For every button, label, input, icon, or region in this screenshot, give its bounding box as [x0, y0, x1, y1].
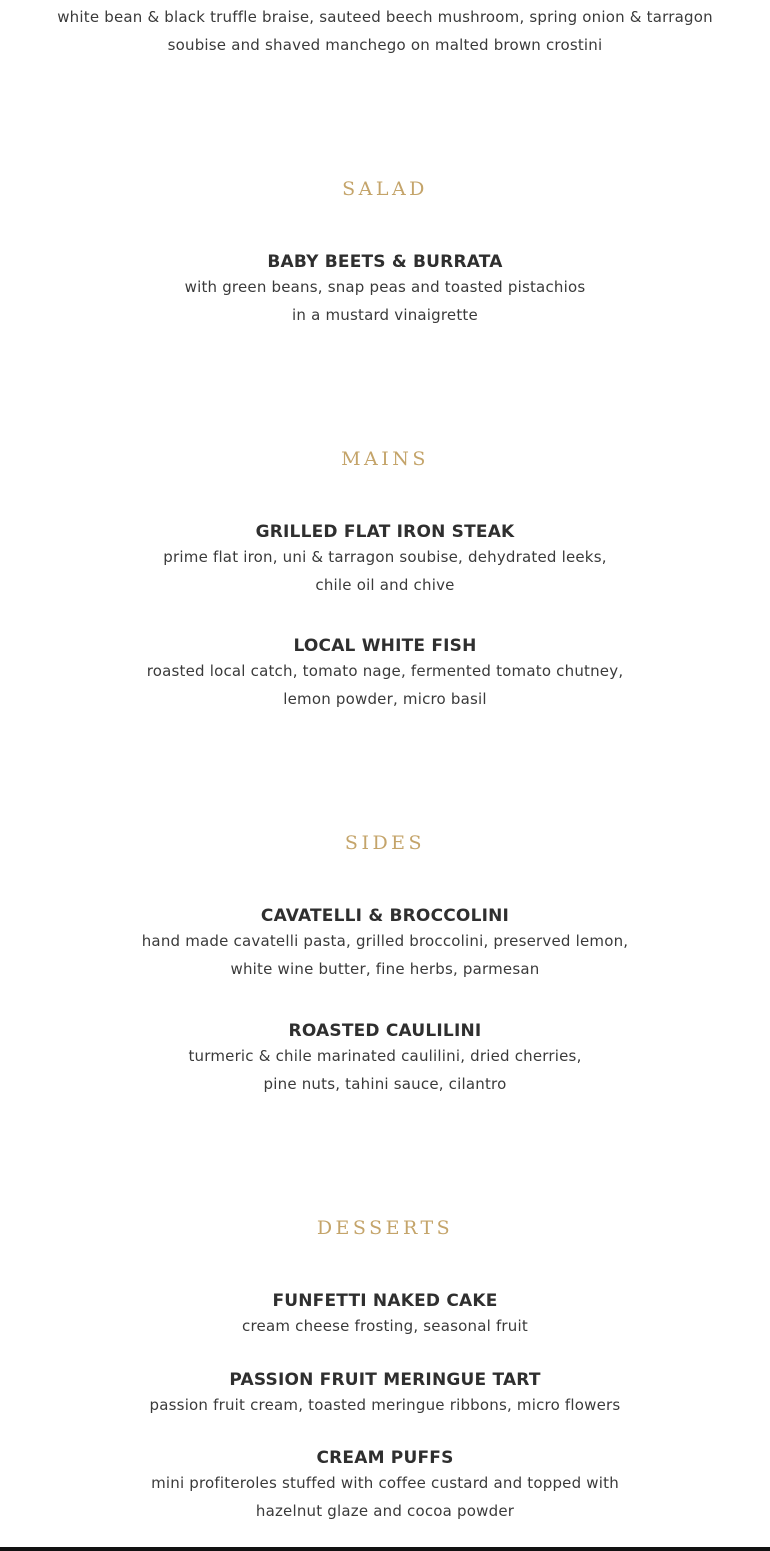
- menu-item-roasted-caulilini: [0, 1019, 770, 1098]
- menu-item-name: FUNFETTI NAKED CAKE: [272, 1291, 498, 1311]
- menu-item-desc: chile oil and chive: [315, 575, 455, 594]
- menu-item-cavatelli-broccolini: [0, 904, 770, 983]
- menu-item-cream-puffs: [0, 1446, 770, 1525]
- section-title-desserts: DESSERTS: [316, 1217, 454, 1239]
- menu-item-desc: with green beans, snap peas and toasted pistachios: [184, 278, 586, 296]
- menu-item-name: GRILLED FLAT IRON STEAK: [255, 522, 515, 542]
- menu-item-desc: passion fruit cream, toasted meringue ribbons, micro flowers: [149, 1396, 621, 1414]
- menu-item-desc: lemon powder, micro basil: [283, 689, 487, 708]
- section-title-mains: MAINS: [341, 448, 429, 470]
- menu-item-desc: hand made cavatelli pasta, grilled broccolini, preserved lemon,: [141, 932, 629, 950]
- menu-item-funfetti-cake: [0, 1289, 770, 1341]
- menu-item-desc: turmeric & chile marinated caulilini, dried cherries,: [188, 1047, 582, 1065]
- menu-item-desc: hazelnut glaze and cocoa powder: [255, 1501, 515, 1520]
- menu-item-name: ROASTED CAULILINI: [288, 1021, 482, 1041]
- menu-item-baby-beets: [0, 250, 770, 329]
- menu-item-name: LOCAL WHITE FISH: [293, 636, 477, 656]
- menu-item-desc: roasted local catch, tomato nage, fermented tomato chutney,: [146, 662, 624, 680]
- menu-item-flat-iron-steak: [0, 520, 770, 599]
- menu-item-desc: cream cheese frosting, seasonal fruit: [242, 1317, 528, 1335]
- menu-item-local-white-fish: [0, 634, 770, 713]
- menu-item-name: CAVATELLI & BROCCOLINI: [260, 906, 510, 926]
- section-title-sides: SIDES: [344, 832, 426, 854]
- menu-item-name: BABY BEETS & BURRATA: [267, 252, 503, 272]
- intro-line: white bean & black truffle braise, sauteed beech mushroom, spring onion & tarragon: [57, 8, 713, 26]
- intro-line: soubise and shaved manchego on malted brown crostini: [167, 35, 603, 54]
- menu-item-desc: pine nuts, tahini sauce, cilantro: [263, 1074, 507, 1093]
- section-title-salad: SALAD: [342, 178, 428, 200]
- intro-description: [0, 4, 770, 59]
- menu-item-desc: prime flat iron, uni & tarragon soubise, dehydrated leeks,: [163, 548, 607, 566]
- menu-item-name: PASSION FRUIT MERINGUE TART: [229, 1370, 541, 1390]
- bottom-divider: [0, 1547, 770, 1551]
- menu-item-name: CREAM PUFFS: [316, 1448, 454, 1468]
- menu-item-desc: mini profiteroles stuffed with coffee custard and topped with: [151, 1474, 619, 1492]
- menu-item-desc: white wine butter, fine herbs, parmesan: [230, 959, 540, 978]
- menu-item-passion-fruit-tart: [0, 1368, 770, 1420]
- menu-item-desc: in a mustard vinaigrette: [292, 305, 478, 324]
